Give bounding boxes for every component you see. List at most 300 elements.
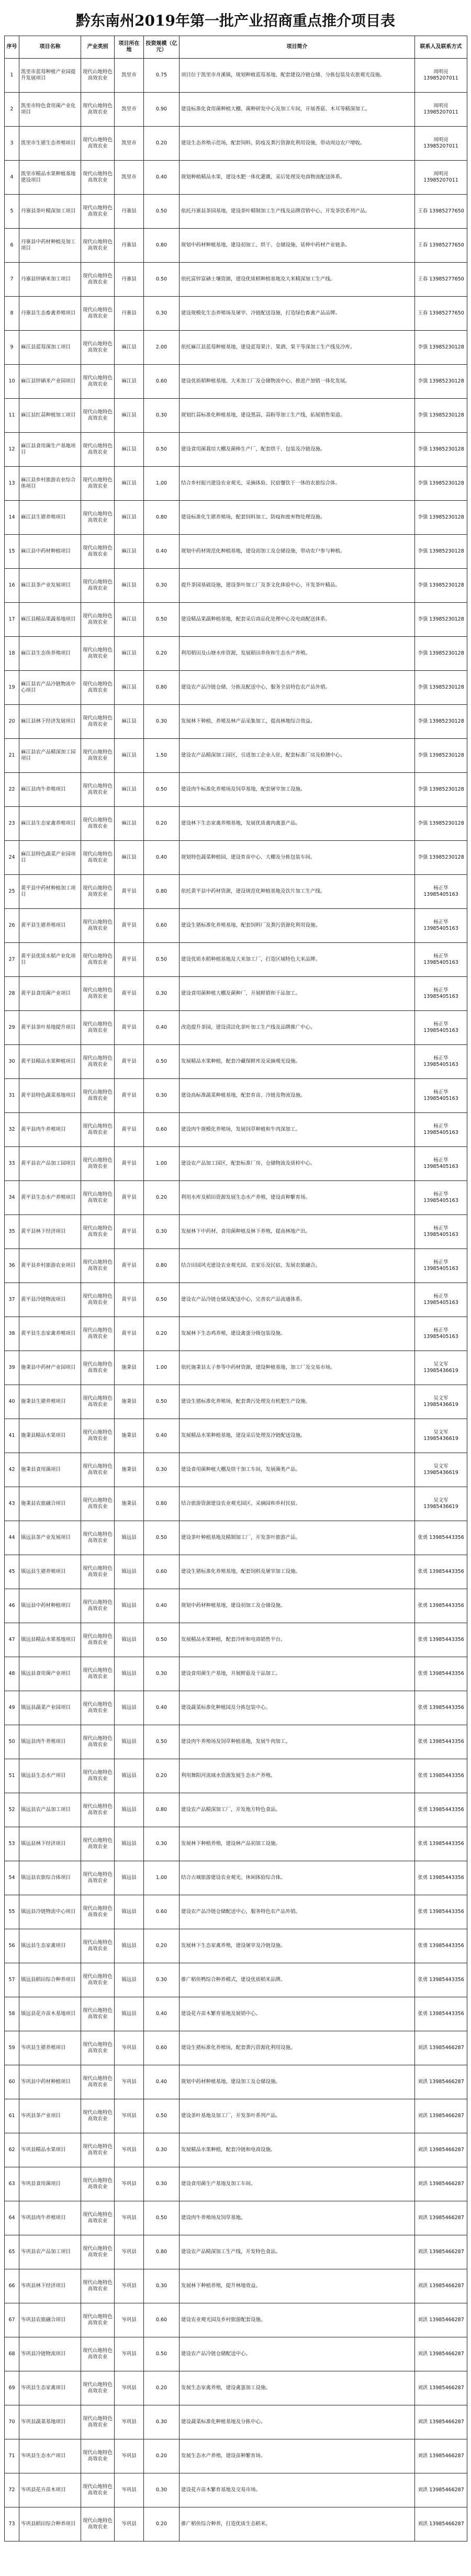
cell-name: 黄平县冷链物流项目 <box>19 1283 81 1317</box>
cell-contact: 李强 13985230128 <box>415 535 467 569</box>
cell-type: 现代山地特色高效农业 <box>81 1793 115 1827</box>
cell-investment: 0.40 <box>144 2065 180 2099</box>
cell-type: 现代山地特色高效农业 <box>81 1521 115 1555</box>
cell-contact: 王春 13985277650 <box>415 195 467 229</box>
cell-contact: 杨正华 13985405163 <box>415 1079 467 1113</box>
cell-name: 麻江县林下经济发展项目 <box>19 705 81 739</box>
cell-contact: 李强 13985230128 <box>415 739 467 773</box>
cell-description: 建设肉牛规模化养殖场，发展饲草种植和牛肉深加工。 <box>180 1113 415 1147</box>
cell-type: 现代山地特色高效农业 <box>81 2405 115 2439</box>
cell-place: 施秉县 <box>115 1419 144 1453</box>
cell-no: 23 <box>5 807 19 841</box>
cell-no: 68 <box>5 2337 19 2371</box>
cell-contact: 李强 13985230128 <box>415 501 467 535</box>
cell-place: 麻江县 <box>115 467 144 501</box>
header-description: 项目简介 <box>180 36 415 59</box>
cell-contact: 杨正华 13985405163 <box>415 1283 467 1317</box>
cell-type: 现代山地特色高效农业 <box>81 1657 115 1691</box>
cell-type: 现代山地特色高效农业 <box>81 1453 115 1487</box>
cell-place: 丹寨县 <box>115 263 144 297</box>
table-row <box>5 93 467 127</box>
cell-type: 现代山地特色高效农业 <box>81 1317 115 1351</box>
cell-description: 建设生猪标准化养殖基地，配套饲料及屠宰加工设施。 <box>180 1555 415 1589</box>
cell-place: 麻江县 <box>115 535 144 569</box>
cell-description: 建设肉牛养殖场及饲草种植基地，发展牛肉加工。 <box>180 1725 415 1759</box>
cell-description: 建设标准化生猪养殖场，配套饲料加工、防疫和废弃物处理设施。 <box>180 501 415 535</box>
cell-no: 40 <box>5 1385 19 1419</box>
cell-contact: 刘洪 13985466287 <box>415 2031 467 2065</box>
cell-place: 镇远县 <box>115 1725 144 1759</box>
cell-name: 镇远县蔬菜产业园项目 <box>19 1691 81 1725</box>
cell-place: 岑巩县 <box>115 2269 144 2303</box>
cell-no: 36 <box>5 1249 19 1283</box>
cell-description: 推广稻鱼鸭综合种养模式，建设优质稻米品牌。 <box>180 1963 415 1997</box>
cell-no: 50 <box>5 1725 19 1759</box>
cell-description: 建设农产品冷链仓储、分拣及配送中心，服务全县特色农产品外销。 <box>180 671 415 705</box>
cell-type: 现代山地特色高效农业 <box>81 127 115 161</box>
cell-description: 依托富锌富硒土壤资源，建设优质稻种植基地及大米精深加工生产线。 <box>180 263 415 297</box>
cell-description: 结合乡村振兴建设农业观光、采摘体验、民宿餐饮于一体的农旅综合体。 <box>180 467 415 501</box>
cell-investment: 0.20 <box>144 807 180 841</box>
cell-no: 30 <box>5 1045 19 1079</box>
cell-contact: 张勇 13985443356 <box>415 1623 467 1657</box>
cell-investment: 0.20 <box>144 2507 180 2541</box>
cell-name: 镇远县生猪养殖项目 <box>19 1555 81 1589</box>
table-row <box>5 1045 467 1079</box>
table-row <box>5 1691 467 1725</box>
cell-investment: 0.50 <box>144 943 180 977</box>
cell-no: 57 <box>5 1963 19 1997</box>
cell-contact: 李强 13985230128 <box>415 365 467 399</box>
cell-type: 现代山地特色高效农业 <box>81 2439 115 2473</box>
table-row <box>5 1487 467 1521</box>
document-title: 黔东南州2019年第一批产业招商重点推介项目表 <box>76 12 395 29</box>
cell-place: 麻江县 <box>115 365 144 399</box>
cell-name: 镇远县农产品加工项目 <box>19 1793 81 1827</box>
cell-contact: 张勇 13985443356 <box>415 1589 467 1623</box>
cell-investment: 0.50 <box>144 1385 180 1419</box>
cell-place: 岑巩县 <box>115 2439 144 2473</box>
cell-investment: 0.90 <box>144 93 180 127</box>
cell-place: 黄平县 <box>115 1215 144 1249</box>
cell-no: 61 <box>5 2099 19 2133</box>
cell-place: 黄平县 <box>115 1249 144 1283</box>
cell-no: 65 <box>5 2235 19 2269</box>
cell-contact: 周明亮 13985207011 <box>415 161 467 195</box>
cell-contact: 刘洪 13985466287 <box>415 2167 467 2201</box>
cell-name: 黄平县生态家禽养殖项目 <box>19 1317 81 1351</box>
cell-type: 现代山地特色高效农业 <box>81 1351 115 1385</box>
table-body <box>5 59 467 2541</box>
cell-name: 麻江县农产品冷链物流中心项目 <box>19 671 81 705</box>
cell-type: 现代山地特色高效农业 <box>81 637 115 671</box>
table-row <box>5 297 467 331</box>
cell-place: 镇远县 <box>115 1997 144 2031</box>
table-row <box>5 229 467 263</box>
cell-no: 70 <box>5 2405 19 2439</box>
cell-name: 镇远县茶产业发展项目 <box>19 1521 81 1555</box>
table-row <box>5 909 467 943</box>
cell-type: 现代山地特色高效农业 <box>81 2031 115 2065</box>
cell-name: 黄平县食用菌产业项目 <box>19 977 81 1011</box>
cell-name: 丹寨县茶叶精深加工项目 <box>19 195 81 229</box>
cell-investment: 0.30 <box>144 2473 180 2507</box>
cell-description: 建设农产品冷链仓储配送中心。 <box>180 2337 415 2371</box>
cell-contact: 周明亮 13985207011 <box>415 93 467 127</box>
cell-description: 建设茶叶种植基地及精制加工厂，开发茶叶旅游产品。 <box>180 1521 415 1555</box>
cell-contact: 李强 13985230128 <box>415 331 467 365</box>
cell-no: 59 <box>5 2031 19 2065</box>
cell-type: 现代山地特色高效农业 <box>81 1725 115 1759</box>
cell-name: 岑巩县生态家禽项目 <box>19 2371 81 2405</box>
cell-investment: 0.50 <box>144 1283 180 1317</box>
cell-no: 64 <box>5 2201 19 2235</box>
cell-type: 现代山地特色高效农业 <box>81 501 115 535</box>
cell-no: 55 <box>5 1895 19 1929</box>
cell-name: 麻江县乡村旅游农业综合体项目 <box>19 467 81 501</box>
cell-contact: 张勇 13985443356 <box>415 1793 467 1827</box>
cell-contact: 刘洪 13985466287 <box>415 2337 467 2371</box>
cell-description: 建设精品果蔬种植基地，配套采后商品化处理中心及电商配送体系。 <box>180 603 415 637</box>
cell-contact: 张勇 13985443356 <box>415 1861 467 1895</box>
table-row <box>5 535 467 569</box>
table-row <box>5 1215 467 1249</box>
cell-investment: 0.80 <box>144 2235 180 2269</box>
cell-investment: 0.40 <box>144 1011 180 1045</box>
cell-no: 34 <box>5 1181 19 1215</box>
cell-name: 镇远县林下经济项目 <box>19 1827 81 1861</box>
cell-name: 施秉县农旅融合项目 <box>19 1487 81 1521</box>
cell-no: 54 <box>5 1861 19 1895</box>
table-row <box>5 1997 467 2031</box>
cell-place: 麻江县 <box>115 705 144 739</box>
table-row <box>5 1725 467 1759</box>
cell-contact: 刘洪 13985466287 <box>415 2133 467 2167</box>
cell-place: 丹寨县 <box>115 229 144 263</box>
cell-no: 31 <box>5 1079 19 1113</box>
cell-description: 发展林下中药材、食用菌种植及林下养殖，提高林地产出。 <box>180 1215 415 1249</box>
cell-name: 岑巩县茶产业项目 <box>19 2099 81 2133</box>
table-row <box>5 1181 467 1215</box>
cell-description: 建设生猪标准化养殖场，配套粪污处理及有机肥生产设施。 <box>180 1385 415 1419</box>
cell-no: 24 <box>5 841 19 875</box>
cell-type: 现代山地特色高效农业 <box>81 433 115 467</box>
table-row <box>5 2099 467 2133</box>
cell-name: 丹寨县锌硒米加工项目 <box>19 263 81 297</box>
cell-place: 丹寨县 <box>115 297 144 331</box>
table-row <box>5 841 467 875</box>
cell-description: 发展林下种植养殖，提升林地效益。 <box>180 2269 415 2303</box>
cell-no: 14 <box>5 501 19 535</box>
cell-investment: 0.60 <box>144 1895 180 1929</box>
cell-description: 发展精品水果种植基地，建设采后处理及冷链配送设施。 <box>180 1419 415 1453</box>
cell-description: 建设生猪标准化养殖场，配套粪污资源化利用设施。 <box>180 2031 415 2065</box>
table-row <box>5 2405 467 2439</box>
cell-no: 42 <box>5 1453 19 1487</box>
cell-contact: 吴文军 13985436619 <box>415 1385 467 1419</box>
cell-description: 利用水库及稻田资源发展生态水产养殖，建设苗种繁育场。 <box>180 1181 415 1215</box>
cell-name: 黄平县林下经济项目 <box>19 1215 81 1249</box>
cell-investment: 0.60 <box>144 1113 180 1147</box>
cell-contact: 张勇 13985443356 <box>415 1521 467 1555</box>
table-row <box>5 1657 467 1691</box>
cell-type: 现代山地特色高效农业 <box>81 977 115 1011</box>
cell-type: 现代山地特色高效农业 <box>81 2167 115 2201</box>
table-row <box>5 263 467 297</box>
cell-investment: 0.80 <box>144 1793 180 1827</box>
cell-contact: 吴文军 13985436619 <box>415 1351 467 1385</box>
cell-place: 麻江县 <box>115 841 144 875</box>
table-row <box>5 671 467 705</box>
table-row <box>5 195 467 229</box>
cell-place: 黄平县 <box>115 1079 144 1113</box>
table-row <box>5 773 467 807</box>
cell-description: 建设肉牛标准化养殖场及饲草基地，配套屠宰加工设施。 <box>180 773 415 807</box>
cell-investment: 0.50 <box>144 603 180 637</box>
table-row <box>5 2371 467 2405</box>
table-row <box>5 739 467 773</box>
project-table <box>4 36 467 2541</box>
cell-place: 岑巩县 <box>115 2473 144 2507</box>
cell-place: 镇远县 <box>115 1657 144 1691</box>
table-row <box>5 1317 467 1351</box>
header-type: 产业类别 <box>81 36 115 59</box>
table-row <box>5 1759 467 1793</box>
cell-description: 发展精品水果种植，配套冷链和电商设施。 <box>180 2133 415 2167</box>
cell-name: 麻江县食用菌生产基地项目 <box>19 433 81 467</box>
cell-type: 现代山地特色高效农业 <box>81 195 115 229</box>
cell-no: 27 <box>5 943 19 977</box>
cell-description: 结合旅游资源建设农业观光园区、采摘园和乡村民宿。 <box>180 1487 415 1521</box>
cell-type: 现代山地特色高效农业 <box>81 1827 115 1861</box>
cell-place: 麻江县 <box>115 739 144 773</box>
cell-investment: 1.00 <box>144 1861 180 1895</box>
cell-place: 麻江县 <box>115 773 144 807</box>
cell-investment: 0.40 <box>144 535 180 569</box>
cell-name: 黄平县精品水果种植项目 <box>19 1045 81 1079</box>
cell-investment: 0.30 <box>144 2133 180 2167</box>
cell-investment: 0.30 <box>144 2167 180 2201</box>
cell-name: 岑巩县蔬菜基地项目 <box>19 2405 81 2439</box>
cell-type: 现代山地特色高效农业 <box>81 1589 115 1623</box>
table-row <box>5 1555 467 1589</box>
cell-investment: 0.40 <box>144 841 180 875</box>
cell-name: 岑巩县生猪养殖项目 <box>19 2031 81 2065</box>
cell-type: 现代山地特色高效农业 <box>81 705 115 739</box>
cell-place: 施秉县 <box>115 1453 144 1487</box>
cell-name: 施秉县食用菌项目 <box>19 1453 81 1487</box>
cell-description: 发展林下生态家禽养殖，建设屠宰及冷链设施。 <box>180 1929 415 1963</box>
cell-investment: 0.30 <box>144 1657 180 1691</box>
cell-type: 现代山地特色高效农业 <box>81 2473 115 2507</box>
cell-name: 黄平县农产品加工园项目 <box>19 1147 81 1181</box>
table-row <box>5 365 467 399</box>
cell-name: 岑巩县肉牛养殖项目 <box>19 2201 81 2235</box>
cell-description: 建设蔬菜标准化种植基地及分拣中心。 <box>180 2405 415 2439</box>
cell-investment: 0.30 <box>144 1079 180 1113</box>
cell-place: 凯里市 <box>115 127 144 161</box>
cell-description: 发展生态水产养殖，建设苗种繁育场。 <box>180 2439 415 2473</box>
cell-name: 黄平县优质水稻产业化项目 <box>19 943 81 977</box>
table-row <box>5 1793 467 1827</box>
table-row <box>5 2201 467 2235</box>
cell-type: 现代山地特色高效农业 <box>81 2337 115 2371</box>
cell-contact: 周明亮 13985207011 <box>415 127 467 161</box>
cell-name: 黄平县肉牛养殖项目 <box>19 1113 81 1147</box>
table-row <box>5 1249 467 1283</box>
table-row <box>5 1283 467 1317</box>
cell-type: 现代山地特色高效农业 <box>81 1487 115 1521</box>
cell-description: 建设林下生态家禽养殖基地，发展优质禽肉禽蛋产品。 <box>180 807 415 841</box>
cell-type: 现代山地特色高效农业 <box>81 535 115 569</box>
cell-no: 44 <box>5 1521 19 1555</box>
cell-place: 黄平县 <box>115 977 144 1011</box>
cell-type: 现代山地特色高效农业 <box>81 909 115 943</box>
cell-description: 建设生猪标准化养殖基地，配套饲料厂及粪污资源化利用设施。 <box>180 909 415 943</box>
table-row <box>5 1113 467 1147</box>
cell-description: 发展林下种植、养殖及林产品采集加工，提高林地综合效益。 <box>180 705 415 739</box>
cell-contact: 刘洪 13985466287 <box>415 2201 467 2235</box>
cell-name: 岑巩县稻田综合种养项目 <box>19 2507 81 2541</box>
cell-description: 规划特色蔬菜种植园，建设育苗中心、大棚及分拣包装车间。 <box>180 841 415 875</box>
cell-type: 现代山地特色高效农业 <box>81 2371 115 2405</box>
cell-description: 建设食用菌栽培大棚及菌棒生产厂，配套烘干、包装及冷链设施。 <box>180 433 415 467</box>
table-row <box>5 2439 467 2473</box>
cell-place: 麻江县 <box>115 399 144 433</box>
cell-investment: 0.20 <box>144 2439 180 2473</box>
cell-investment: 0.20 <box>144 637 180 671</box>
cell-place: 麻江县 <box>115 501 144 535</box>
cell-name: 施秉县中药材产业园项目 <box>19 1351 81 1385</box>
cell-contact: 李强 13985230128 <box>415 467 467 501</box>
cell-no: 46 <box>5 1589 19 1623</box>
cell-investment: 0.75 <box>144 59 180 93</box>
cell-no: 3 <box>5 127 19 161</box>
cell-contact: 李强 13985230128 <box>415 603 467 637</box>
table-row <box>5 637 467 671</box>
cell-type: 现代山地特色高效农业 <box>81 365 115 399</box>
cell-name: 黄平县乡村旅游农业项目 <box>19 1249 81 1283</box>
cell-type: 现代山地特色高效农业 <box>81 1147 115 1181</box>
cell-name: 麻江县生猪养殖项目 <box>19 501 81 535</box>
table-row <box>5 2337 467 2371</box>
cell-name: 镇远县食用菌产业项目 <box>19 1657 81 1691</box>
cell-contact: 杨正华 13985405163 <box>415 943 467 977</box>
cell-description: 依托施秉县太子参等中药材资源，建设种植基地、加工厂及交易市场。 <box>180 1351 415 1385</box>
cell-name: 丹寨县生态畜禽养殖项目 <box>19 297 81 331</box>
cell-name: 麻江县农产品精深加工园项目 <box>19 739 81 773</box>
cell-investment: 0.30 <box>144 1963 180 1997</box>
cell-description: 建设生态养殖示范场，配套饲料、防疫及粪污资源化利用设施，带动周边农户增收。 <box>180 127 415 161</box>
cell-type: 现代山地特色高效农业 <box>81 1419 115 1453</box>
cell-description: 改造提升茶园，建设清洁化茶叶加工生产线及品牌推广中心。 <box>180 1011 415 1045</box>
cell-description: 规划中药材种植基地，建设初加工、烘干、仓储设施，延伸中药材产业链条。 <box>180 229 415 263</box>
cell-no: 47 <box>5 1623 19 1657</box>
table-row <box>5 1895 467 1929</box>
cell-place: 镇远县 <box>115 1861 144 1895</box>
cell-contact: 杨正华 13985405163 <box>415 1011 467 1045</box>
cell-investment: 0.60 <box>144 1555 180 1589</box>
cell-investment: 1.00 <box>144 1351 180 1385</box>
table-row <box>5 2473 467 2507</box>
cell-name: 镇远县肉牛养殖项目 <box>19 1725 81 1759</box>
cell-place: 岑巩县 <box>115 2065 144 2099</box>
cell-description: 建设标准化食用菌种植大棚、菌种研发中心及加工车间，开展香菇、木耳等精深加工。 <box>180 93 415 127</box>
cell-contact: 张勇 13985443356 <box>415 1827 467 1861</box>
cell-contact: 张勇 13985443356 <box>415 1895 467 1929</box>
cell-place: 黄平县 <box>115 1283 144 1317</box>
cell-investment: 0.60 <box>144 909 180 943</box>
cell-type: 现代山地特色高效农业 <box>81 1215 115 1249</box>
cell-name: 镇远县精品水果基地项目 <box>19 1623 81 1657</box>
cell-type: 现代山地特色高效农业 <box>81 569 115 603</box>
cell-contact: 王春 13985277650 <box>415 229 467 263</box>
table-row <box>5 1453 467 1487</box>
cell-contact: 李强 13985230128 <box>415 433 467 467</box>
cell-name: 镇远县花卉苗木基地项目 <box>19 1997 81 2031</box>
cell-no: 71 <box>5 2439 19 2473</box>
cell-no: 73 <box>5 2507 19 2541</box>
cell-type: 现代山地特色高效农业 <box>81 1861 115 1895</box>
cell-description: 发展林下种植养殖，建设林产品初加工设施。 <box>180 1827 415 1861</box>
cell-name: 岑巩县精品水果项目 <box>19 2133 81 2167</box>
cell-description: 建设茶叶基地及加工厂，开发茶叶系列产品。 <box>180 2099 415 2133</box>
table-row <box>5 2167 467 2201</box>
cell-no: 33 <box>5 1147 19 1181</box>
cell-place: 镇远县 <box>115 1555 144 1589</box>
cell-type: 现代山地特色高效农业 <box>81 807 115 841</box>
cell-type: 现代山地特色高效农业 <box>81 263 115 297</box>
cell-contact: 杨正华 13985405163 <box>415 875 467 909</box>
cell-no: 15 <box>5 535 19 569</box>
cell-type: 现代山地特色高效农业 <box>81 671 115 705</box>
cell-place: 镇远县 <box>115 1929 144 1963</box>
cell-investment: 0.40 <box>144 1419 180 1453</box>
cell-place: 岑巩县 <box>115 2507 144 2541</box>
cell-no: 56 <box>5 1929 19 1963</box>
cell-name: 施秉县生猪养殖项目 <box>19 1385 81 1419</box>
table-row <box>5 1827 467 1861</box>
cell-place: 岑巩县 <box>115 2167 144 2201</box>
cell-investment: 0.20 <box>144 1317 180 1351</box>
cell-place: 黄平县 <box>115 1011 144 1045</box>
table-row <box>5 1929 467 1963</box>
cell-investment: 0.50 <box>144 263 180 297</box>
cell-contact: 刘洪 13985466287 <box>415 2507 467 2541</box>
cell-place: 镇远县 <box>115 1827 144 1861</box>
cell-contact: 张勇 13985443356 <box>415 1759 467 1793</box>
cell-place: 凯里市 <box>115 93 144 127</box>
cell-investment: 0.40 <box>144 1691 180 1725</box>
cell-no: 63 <box>5 2167 19 2201</box>
table-row <box>5 1011 467 1045</box>
cell-name: 岑巩县食用菌项目 <box>19 2167 81 2201</box>
cell-type: 现代山地特色高效农业 <box>81 1181 115 1215</box>
cell-type: 现代山地特色高效农业 <box>81 399 115 433</box>
cell-type: 现代山地特色高效农业 <box>81 2201 115 2235</box>
cell-type: 现代山地特色高效农业 <box>81 297 115 331</box>
table-row <box>5 1351 467 1385</box>
cell-no: 1 <box>5 59 19 93</box>
header-no: 序号 <box>5 36 19 59</box>
cell-name: 麻江县锌硒米产业园项目 <box>19 365 81 399</box>
cell-name: 麻江县精品果蔬基地项目 <box>19 603 81 637</box>
cell-type: 现代山地特色高效农业 <box>81 467 115 501</box>
cell-description: 结合田园风光建设农业观光园、农家乐及民宿，发展农旅融合。 <box>180 1249 415 1283</box>
cell-no: 9 <box>5 331 19 365</box>
cell-name: 麻江县特色蔬菜产业园项目 <box>19 841 81 875</box>
cell-no: 49 <box>5 1691 19 1725</box>
